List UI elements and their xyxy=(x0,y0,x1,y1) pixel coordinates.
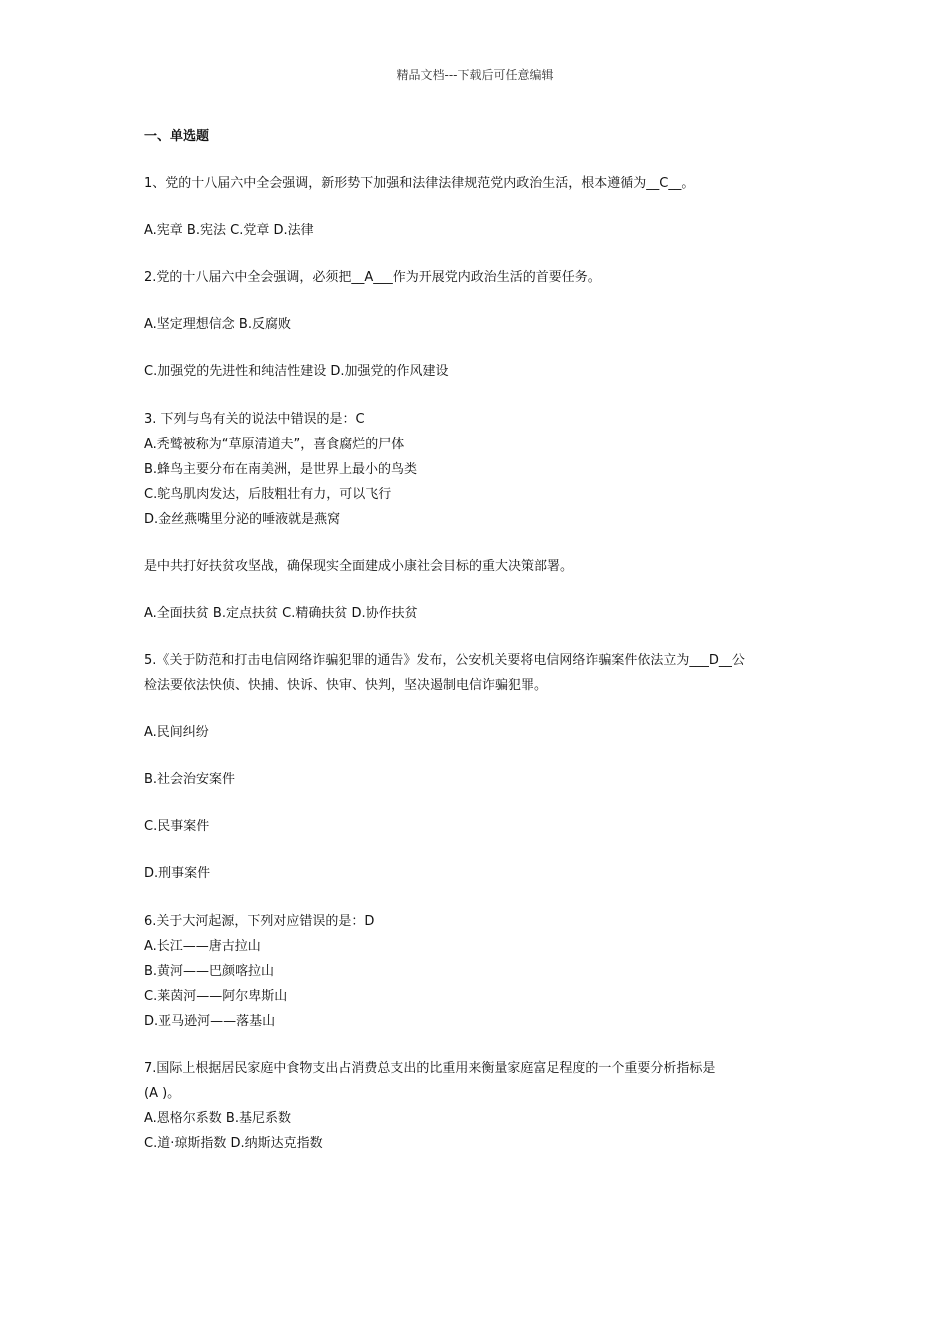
question-1-options: A.宪章 B.宪法 C.党章 D.法律 xyxy=(144,223,314,238)
question-3: 3. 下列与鸟有关的说法中错误的是：C xyxy=(144,412,365,427)
section-title: 一、单选题 xyxy=(144,129,210,144)
page-header: 精品文档---下载后可任意编辑 xyxy=(396,68,554,82)
question-5-line-2: 检法要依法快侦、快捕、快诉、快审、快判，坚决遏制电信诈骗犯罪。 xyxy=(144,678,548,693)
question-7-line-1: 7.国际上根据居民家庭中食物支出占消费总支出的比重用来衡量家庭富足程度的一个重要分析指标是 xyxy=(144,1061,716,1076)
question-3-option-a: A.秃鹫被称为“草原清道夫”，喜食腐烂的尸体 xyxy=(144,437,405,452)
question-4-options: A.全面扶贫 B.定点扶贫 C.精确扶贫 D.协作扶贫 xyxy=(144,606,418,621)
question-5-option-b: B.社会治安案件 xyxy=(144,772,236,787)
question-2-options-ab: A.坚定理想信念 B.反腐败 xyxy=(144,317,291,332)
question-2-options-cd: C.加强党的先进性和纯洁性建设 D.加强党的作风建设 xyxy=(144,364,449,379)
question-6-option-a: A.长江——唐古拉山 xyxy=(144,939,261,954)
question-6: 6.关于大河起源，下列对应错误的是：D xyxy=(144,914,375,929)
question-3-option-b: B.蜂鸟主要分布在南美洲，是世界上最小的鸟类 xyxy=(144,462,418,477)
question-6-option-d: D.亚马逊河——落基山 xyxy=(144,1014,276,1029)
question-7-line-2: (A )。 xyxy=(144,1086,181,1101)
question-6-option-b: B.黄河——巴颜喀拉山 xyxy=(144,964,275,979)
question-7-options-ab: A.恩格尔系数 B.基尼系数 xyxy=(144,1111,291,1126)
question-6-option-c: C.莱茵河——阿尔卑斯山 xyxy=(144,989,288,1004)
question-5-option-a: A.民间纠纷 xyxy=(144,725,209,740)
question-5-option-c: C.民事案件 xyxy=(144,819,210,834)
question-4: 是中共打好扶贫攻坚战，确保现实全面建成小康社会目标的重大决策部署。 xyxy=(144,559,574,574)
question-2: 2.党的十八届六中全会强调，必须把__A___作为开展党内政治生活的首要任务。 xyxy=(144,270,601,285)
question-7-options-cd: C.道·琼斯指数 D.纳斯达克指数 xyxy=(144,1136,323,1151)
question-5-option-d: D.刑事案件 xyxy=(144,866,211,881)
question-3-option-c: C.鸵鸟肌肉发达，后肢粗壮有力，可以飞行 xyxy=(144,487,392,502)
question-3-option-d: D.金丝燕嘴里分泌的唾液就是燕窝 xyxy=(144,512,341,527)
question-5-line-1: 5.《关于防范和打击电信网络诈骗犯罪的通告》发布，公安机关要将电信网络诈骗案件依法立为___D__公 xyxy=(144,653,745,668)
question-1: 1、党的十八届六中全会强调，新形势下加强和法律法律规范党内政治生活，根本遵循为__C__。 xyxy=(144,176,695,191)
